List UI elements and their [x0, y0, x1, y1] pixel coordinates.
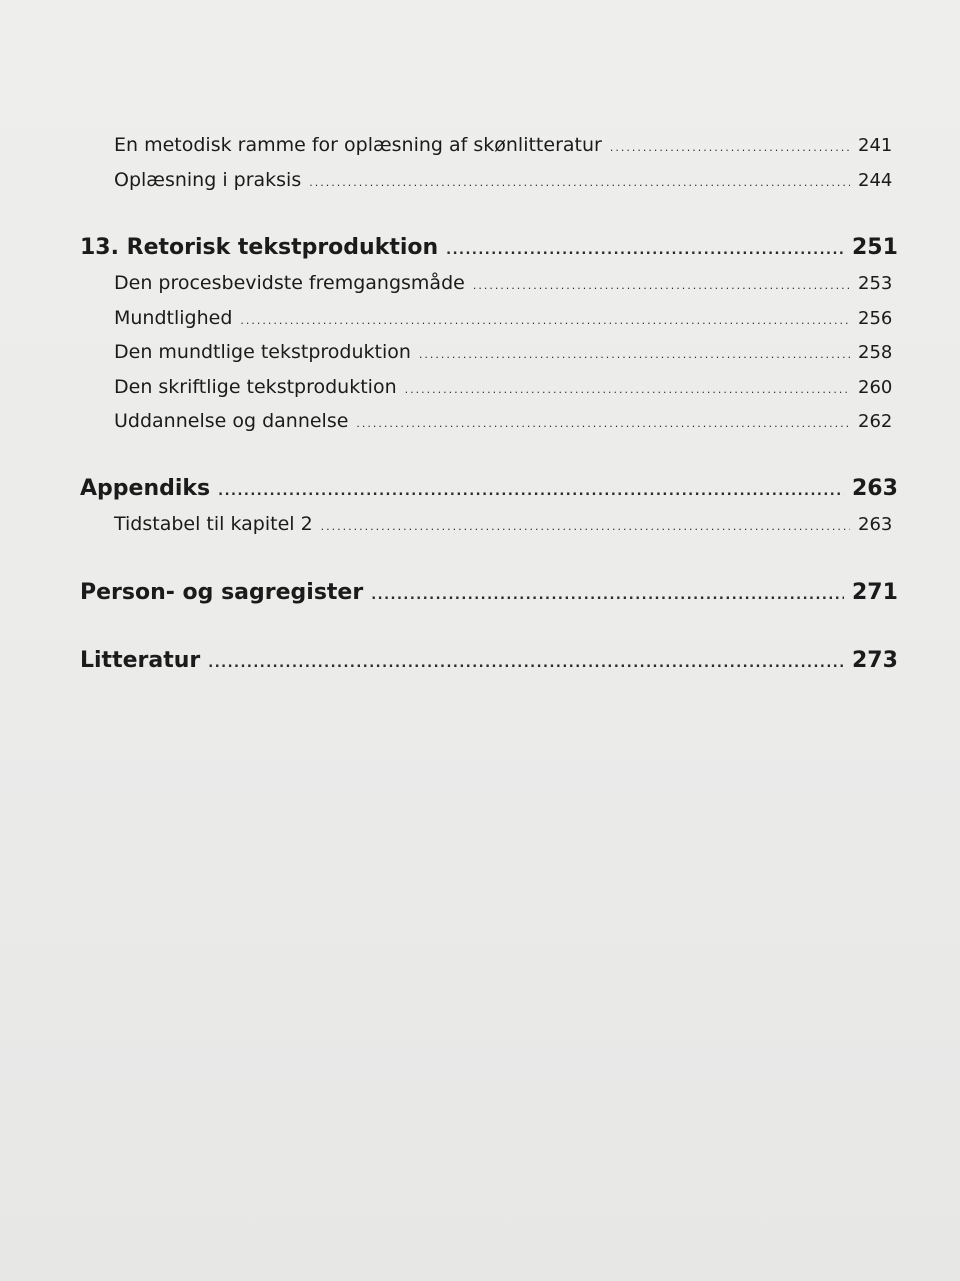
dot-leader — [309, 166, 850, 201]
toc-entry — [80, 335, 893, 370]
dot-leader — [371, 578, 844, 614]
toc-entry-title: Tidstabel til kapitel 2 — [114, 512, 313, 535]
toc-entry-page: 241 — [858, 135, 893, 156]
dot-leader — [208, 646, 844, 682]
dot-leader — [419, 338, 850, 373]
toc-entry-page: 256 — [858, 307, 893, 329]
dot-leader — [473, 269, 850, 304]
dot-leader — [405, 373, 850, 408]
toc-chapter-title: 13. Retorisk tekstproduktion — [80, 235, 439, 260]
toc-entry-page: 258 — [858, 342, 893, 363]
toc-entry-title: Den procesbevidste fremgangsmåde — [114, 272, 465, 294]
toc-entry — [80, 266, 893, 301]
toc-chapter-title: Appendiks — [80, 475, 211, 501]
toc-entry — [80, 163, 893, 198]
toc-chapter — [80, 471, 898, 507]
toc-entry-page: 253 — [858, 273, 893, 294]
toc-entry — [80, 301, 893, 336]
toc-chapter — [80, 643, 898, 679]
toc-chapter-title: Litteratur — [80, 648, 201, 673]
toc-entry-page: 244 — [858, 169, 893, 191]
dot-leader — [218, 474, 844, 510]
toc-entry-title: Uddannelse og dannelse — [114, 410, 349, 432]
toc-chapter-page: 273 — [852, 648, 898, 673]
toc-entry-title: En metodisk ramme for oplæsning af skønlitteratur — [114, 134, 602, 156]
toc-entry-title: Den mundtlige tekstproduktion — [114, 341, 411, 363]
toc-entry — [80, 404, 893, 439]
toc-entry-page: 263 — [858, 513, 893, 535]
toc-chapter-page: 271 — [852, 580, 898, 605]
dot-leader — [321, 510, 850, 545]
table-of-contents — [80, 128, 898, 679]
toc-entry-page: 260 — [858, 376, 893, 398]
toc-chapter-page: 251 — [852, 235, 898, 260]
toc-entry — [80, 128, 893, 163]
toc-chapter-page: 263 — [852, 475, 898, 501]
dot-leader — [356, 407, 850, 442]
toc-chapter — [80, 230, 898, 266]
toc-entry-title: Oplæsning i praksis — [114, 168, 302, 191]
toc-entry-page: 262 — [858, 411, 893, 432]
toc-entry — [80, 507, 893, 542]
toc-chapter — [80, 575, 898, 611]
dot-leader — [240, 304, 850, 339]
toc-chapter-title: Person- og sagregister — [80, 580, 364, 605]
toc-entry-title: Den skriftlige tekstproduktion — [114, 375, 397, 398]
toc-entry-title: Mundtlighed — [114, 306, 233, 329]
toc-entry — [80, 370, 893, 405]
dot-leader — [610, 131, 850, 166]
dot-leader — [446, 233, 844, 269]
